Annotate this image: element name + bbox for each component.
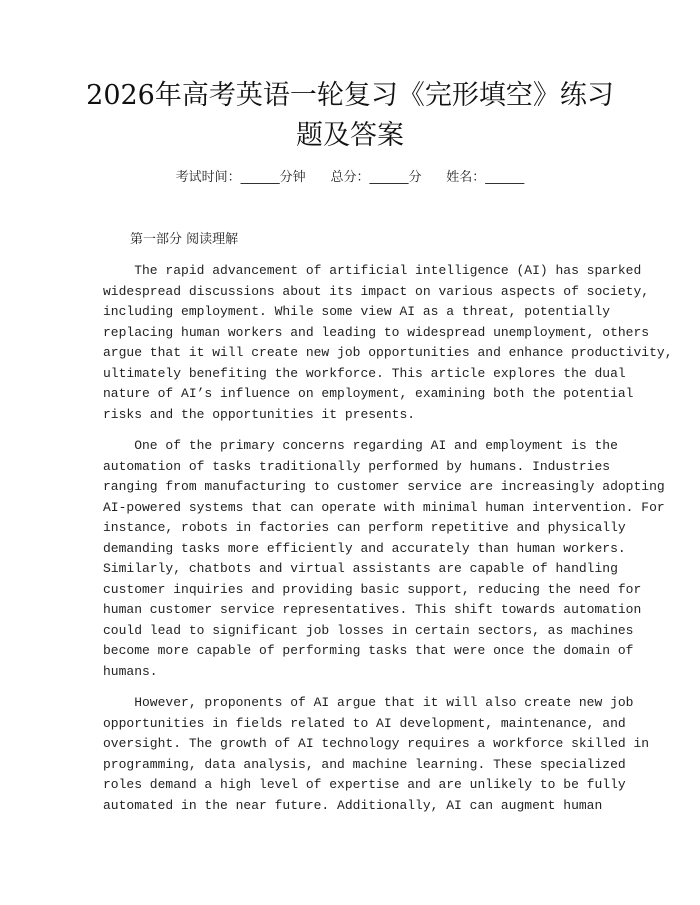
paragraph-1 [103,261,700,425]
exam-time-label: 考试时间：______分钟 [175,170,306,185]
paragraph-line: customer inquiries and providing basic support, reducing the need for [103,581,642,597]
paragraph-line: widespread discussions about its impact on various aspects of society, [103,283,650,299]
paragraph-line: oversight. The growth of AI technology requires a workforce skilled in [103,736,650,751]
paragraph-3 [103,693,700,816]
paragraph-line: replacing human workers and leading to widespread unemployment, others [103,324,650,340]
paragraph-2 [103,436,700,682]
paragraph-line: including employment. While some view AI as a threat, potentially [103,304,611,319]
paragraph-line: ranging from manufacturing to customer service are increasingly adopting [103,479,665,494]
exam-meta-row [0,168,700,188]
total-score-label: 总分：______分 [330,170,422,185]
paragraph-line: human customer service representatives. This shift towards automation [103,602,642,617]
paragraph-line: could lead to significant job losses in certain sectors, as machines [103,622,634,638]
paragraph-line: roles demand a high level of expertise and are unlikely to be fully [103,777,626,792]
paragraph-line: automated in the near future. Additionally, AI can augment human [103,797,603,813]
paragraph-line: instance, robots in factories can perform repetitive and physically [103,520,626,535]
paragraph-line: Similarly, chatbots and virtual assistants are capable of handling [103,561,618,576]
paragraph-line: programming, data analysis, and machine learning. These specialized [103,756,626,772]
paragraph-line: ultimately benefiting the workforce. This article explores the dual [103,365,626,381]
paragraph-line: opportunities in fields related to AI development, maintenance, and [103,715,626,731]
page-title [60,76,640,156]
section-heading: 第一部分 阅读理解 [130,232,239,247]
paragraph-line: risks and the opportunities it presents. [103,406,416,422]
title-line-1: 2026年高考英语一轮复习《完形填空》练习 [86,80,614,111]
paragraph-line: argue that it will create new job opportunities and enhance productivity, [103,345,673,360]
paragraph-line: automation of tasks traditionally performed by humans. Industries [103,458,611,474]
paragraph-line: The rapid advancement of artificial intelligence (AI) has sparked [103,263,642,278]
paragraph-line: nature of AI’s influence on employment, examining both the potential [103,386,634,401]
title-line-2: 题及答案 [296,120,404,151]
paragraph-line: One of the primary concerns regarding AI and employment is the [103,438,618,453]
paragraph-line: However, proponents of AI argue that it will also create new job [103,695,634,710]
paragraph-line: AI-powered systems that can operate with minimal human intervention. For [103,499,665,515]
paragraph-line: become more capable of performing tasks that were once the domain of [103,643,634,658]
paragraph-line: humans. [103,663,158,679]
name-label: 姓名：______ [446,170,525,185]
paragraph-line: demanding tasks more efficiently and accurately than human workers. [103,540,626,556]
